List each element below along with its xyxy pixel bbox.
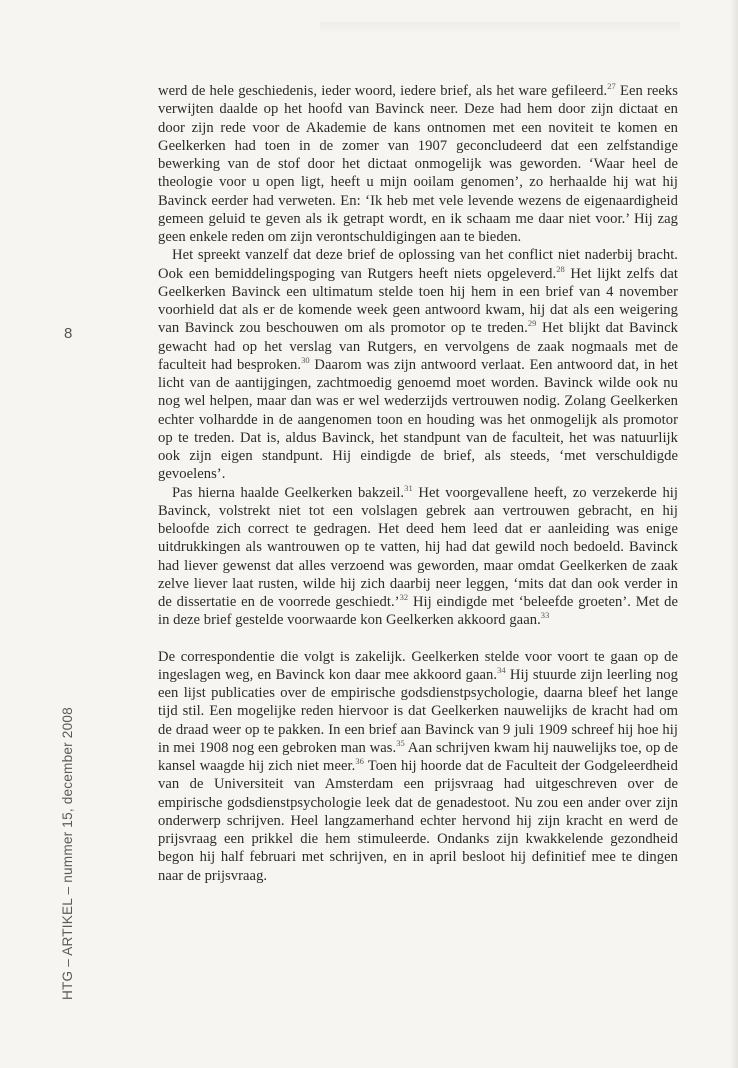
footnote-ref: 28	[556, 263, 565, 274]
text-run: Hij stuurde zijn leerling nog een lijst publicaties over de empirische godsdienstpsychologie, daarna bleef het lange tijd stil. Een mogelijke reden hiervoor is dat Geelkerken nauwelijks de kracht had om de draad weer op te pakken. In een brief aan Bavinck van 9 juli 1909 schreef hij hoe hij in mei 1908 nog een gebroken man was.	[158, 666, 678, 756]
footnote-ref: 27	[607, 81, 616, 92]
paragraph	[158, 246, 678, 483]
footnote-ref: 30	[301, 354, 310, 365]
paragraph	[158, 484, 678, 630]
paragraph	[158, 82, 678, 246]
text-run: Aan schrijven kwam hij nauwelijks toe, op de kansel waagde hij zich niet meer.	[158, 739, 678, 774]
footnote-ref: 29	[527, 318, 537, 329]
text-run: Het blijkt dat Bavinck gewacht had op het verslag van Rutgers, en vervolgens de zaak nogmaals met de faculteit had besproken.	[158, 320, 678, 373]
footnote-ref: 34	[497, 664, 506, 675]
text-run: Het lijkt zelfs dat Geelkerken Bavinck een ultimatum stelde toen hij hem in een brief van 4 november voorhield dat als er de komende week geen antwoord kwam, hij dat als een weigering van Bavinck zou beschouwen om als promotor op te treden.	[158, 265, 679, 337]
footnote-ref: 32	[399, 592, 409, 603]
running-head: HTG – ARTIKEL – nummer 15, december 2008	[60, 707, 75, 1000]
footnote-ref: 36	[355, 756, 364, 767]
text-run: Het voorgevallene heeft, zo verzekerde hij Bavinck, volstrekt niet tot een volslagen gebrek aan vertrouwen gebracht, en hij beloofde zich correct te gedragen. Het deed hem leed dat er aanleiding was enige uitdrukkingen als wantrouwen op te vatten, hij had dat gewild noch bedoeld. Bavinck had liever gewenst dat alles verzoend was geworden, maar omdat Geelkerken de zaak zelve liever laat rusten, wilde hij zich daarbij neer leggen, ‘mits dat dan ook verder in de dissertatie en de voorrede geschiedt.’	[158, 484, 678, 610]
paragraph	[158, 648, 678, 885]
text-run: Het spreekt vanzelf dat deze brief de oplossing van het conflict niet naderbij bracht. Ook een bemiddelingspoging van Rutgers heeft niets opgeleverd.	[158, 247, 678, 282]
body-text	[158, 82, 678, 885]
page-number: 8	[64, 325, 73, 342]
text-run: Toen hij hoorde dat de Faculteit der Godgeleerdheid van de Universiteit van Amsterdam een prijsvraag had uitgeschreven over de empirische godsdienstpsychologie leek dat de genadestoot. Nu zou een ander over zijn onderwerp schrijven. Heel langzamerhand echter hervond hij zijn kracht en werd de prijsvraag een prikkel die hem stimuleerde. Ondanks zijn kwakkelende gezondheid begon hij half februari met schrijven, en in april besloot hij definitief mee te dingen naar de prijsvraag.	[158, 758, 678, 884]
text-run: Pas hierna haalde Geelkerken bakzeil.	[172, 484, 405, 501]
footnote-ref: 33	[540, 610, 550, 621]
text-run: De correspondentie die volgt is zakelijk. Geelkerken stelde voor voort te gaan op de ingeslagen weg, en Bavinck kon daar mee akkoord gaan.	[158, 648, 678, 683]
text-run: Hij eindigde met ‘beleefde groeten’. Met de in deze brief gestelde voorwaarde kon Geelkerken akkoord gaan.	[158, 594, 678, 629]
text-run: Daarom was zijn antwoord verlaat. Een antwoord dat, in het licht van de aantijgingen, zachtmoedig genoemd moet worden. Bavinck wilde ook nu nog wel helpen, maar dan was er wel wederzijds vertrouwen nodig. Zolang Geelkerken echter volhardde in de aangenomen toon en houding was het onmogelijk als promotor op te treden. Dat is, aldus Bavinck, het standpunt van de faculteit, het was natuurlijk ook zijn eigen standpunt. Hij eindigde de brief, als steeds, ‘met verschuldigde gevoelens’.	[158, 356, 678, 483]
text-run: werd de hele geschiedenis, ieder woord, iedere brief, als het ware gefileerd.	[158, 83, 608, 99]
bleed-through-header	[320, 22, 680, 32]
footnote-ref: 31	[404, 482, 413, 493]
text-run: Een reeks verwijten daalde op het hoofd van Bavinck neer. Deze had hem door zijn dictaat en door zijn rede voor de Akademie de kans ontnomen met een noviteit te komen en Geelkerken had toen in de zomer van 1907 geconcludeerd dat een zelfstandige bewerking van de stof door het dictaat onmogelijk was geworden. ‘Waar heel de theologie voor u open ligt, heeft u mijn ooilam genomen’, zo herhaalde hij wat hij Bavinck eerder had verweten. En: ‘Ik heb met vele levende wezens de eigenaardigheid gemeen geluid te geven als ik getrapt wordt, en ik schaam me daar niet voor.’ Hij zag geen enkele reden om zijn verontschuldigingen aan te bieden.	[158, 83, 678, 245]
page-edge	[730, 0, 738, 1068]
footnote-ref: 35	[396, 737, 405, 748]
